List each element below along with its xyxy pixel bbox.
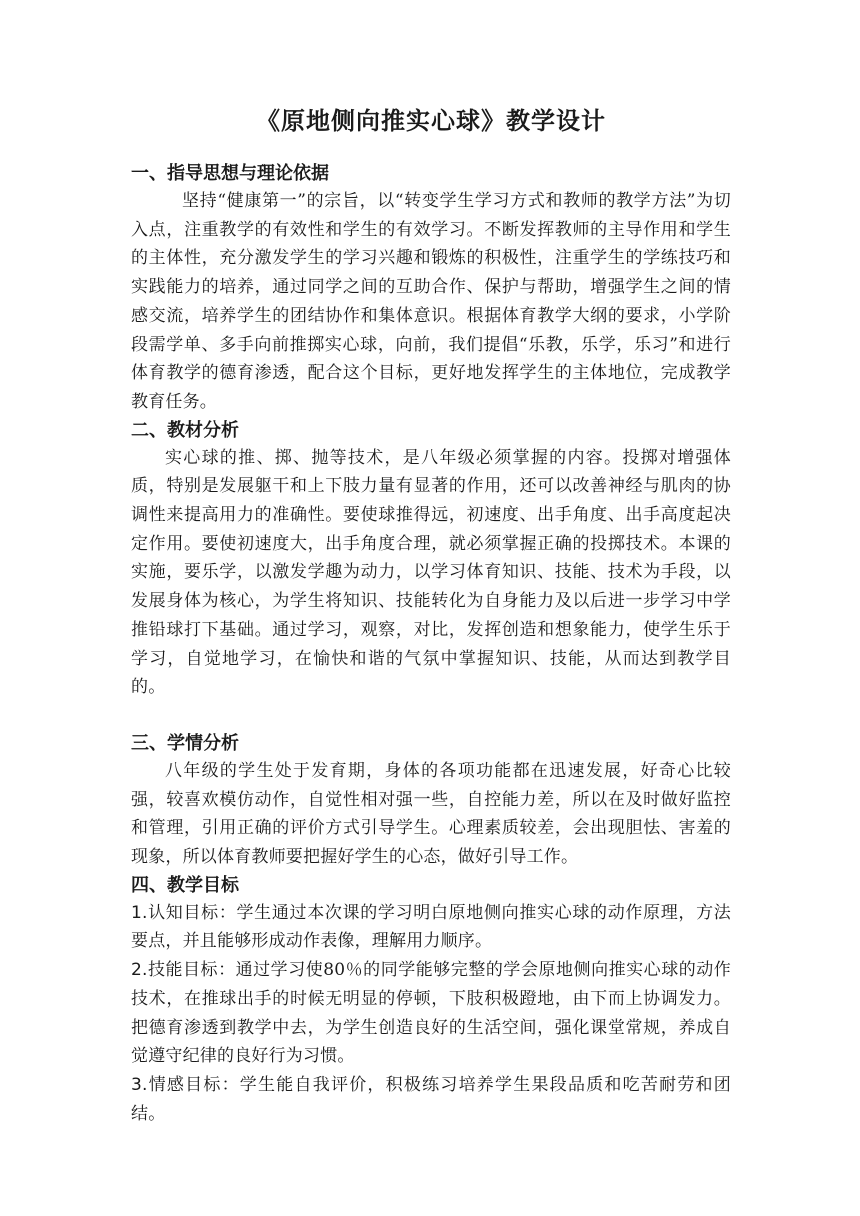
section-body-student-analysis: 八年级的学生处于发育期，身体的各项功能都在迅速发展，好奇心比较强，较喜欢模仿动作，自觉性相对强一些，自控能力差，所以在及时做好监控和管理，引用正确的评价方式引导学生。心理素质较差，会出现胆怯、害羞的现象，所以体育教师要把握好学生的心态，做好引导工作。 (131, 760, 731, 868)
goal-text: 认知目标：学生通过本次课的学习明白原地侧向推实心球的动作原理，方法要点，并且能够形成动作表像，理解用力顺序。 (131, 902, 731, 952)
goal-text: 情感目标：学生能自我评价，积极练习培养学生果段品质和吃苦耐劳和团结。 (131, 1074, 731, 1124)
section-heading-student-analysis: 三、学情分析 (131, 732, 239, 754)
section-body-material-analysis: 实心球的推、掷、抛等技术，是八年级必须掌握的内容。投掷对增强体质，特别是发展躯干和上下肢力量有显著的作用，还可以改善神经与肌肉的协调性来提高用力的准确性。要使球推得远，初速度、出手角度、出手高度起决定作用。要使初速度大，出手角度合理，就必须掌握正确的投掷技术。本课的实施，要乐学，以激发学趣为动力，以学习体育知识、技能、技术为手段，以发展身体为核心，为学生将知识、技能转化为自身能力及以后进一步学习中学推铅球打下基础。通过学习，观察，对比，发挥创造和想象能力，使学生乐于学习，自觉地学习，在愉快和谐的气氛中掌握知识、技能，从而达到教学目的。 (131, 447, 731, 698)
goal-number: 2. (131, 960, 148, 981)
goal-text: 技能目标：通过学习使80％的同学能够完整的学会原地侧向推实心球的动作技术，在推球出手的时候无明显的停顿，下肢积极蹬地，由下而上协调发力。把德育渗透到教学中去，为学生创造良好的生活空间，强化课堂常规，养成自觉遵守纪律的良好行为习惯。 (131, 960, 731, 1067)
goal-number: 3. (131, 1074, 148, 1095)
document-title: 《原地侧向推实心球》教学设计 (256, 106, 606, 135)
section-heading-teaching-goals: 四、教学目标 (131, 874, 239, 896)
goal-item-emotion (131, 1071, 731, 1128)
paragraph-gap (131, 702, 731, 730)
section-heading-material-analysis: 二、教材分析 (131, 419, 239, 441)
section-heading-guiding-ideas: 一、指导思想与理论依据 (131, 163, 329, 184)
goal-item-cognitive (131, 899, 731, 956)
goal-number: 1. (131, 902, 148, 923)
document-page (131, 104, 731, 1128)
section-body-guiding-ideas: 坚持“健康第一”的宗旨，以“转变学生学习方式和教师的教学方法”为切入点，注重教学的有效性和学生的有效学习。不断发挥教师的主导作用和学生的主体性，充分激发学生的学习兴趣和锻炼的积极性，注重学生的学练技巧和实践能力的培养，通过同学之间的互助合作、保护与帮助，增强学生之间的情感交流，培养学生的团结协作和集体意识。根据体育教学大纲的要求，小学阶段需学单、多手向前推掷实心球，向前，我们提倡“乐教，乐学，乐习”和进行体育教学的德育渗透，配合这个目标，更好地发挥学生的主体地位，完成教学教育任务。 (131, 191, 731, 412)
goal-item-skill (131, 956, 731, 1071)
